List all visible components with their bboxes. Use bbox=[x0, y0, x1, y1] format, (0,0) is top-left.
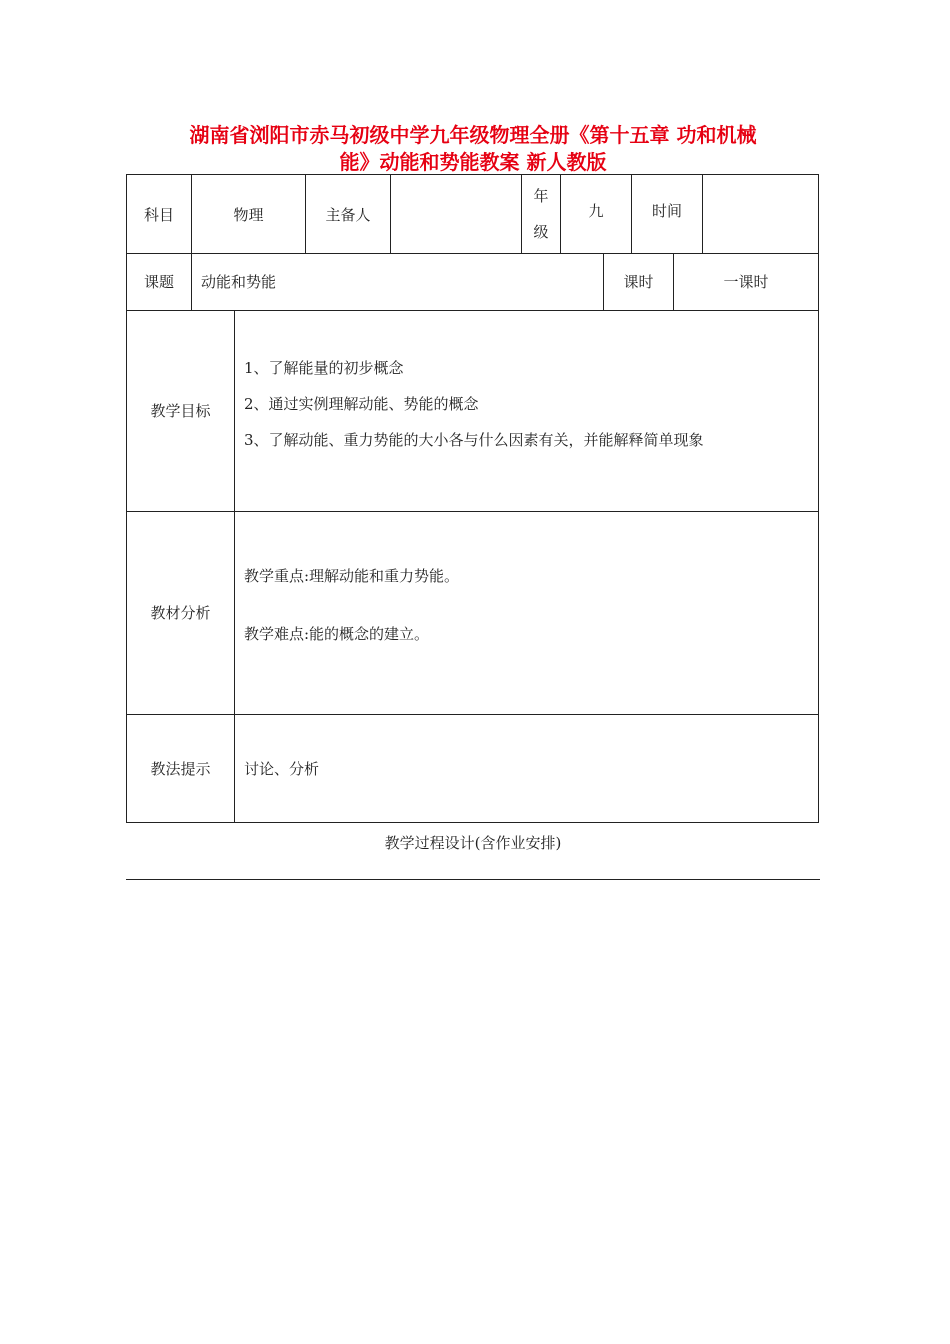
grade-label-bottom: 级 bbox=[533, 223, 549, 241]
goal-item-3: 3、了解动能、重力势能的大小各与什么因素有关，并能解释简单现象 bbox=[244, 431, 704, 449]
process-design-heading: 教学过程设计(含作业安排) bbox=[384, 834, 562, 852]
period-label: 课时 bbox=[604, 253, 674, 310]
goal-item-2: 2、通过实例理解动能、势能的概念 bbox=[244, 395, 479, 413]
goals-content bbox=[235, 310, 818, 511]
grade-value: 九 bbox=[561, 175, 632, 253]
grade-label bbox=[522, 175, 561, 253]
table-row-analysis bbox=[126, 511, 819, 715]
analysis-label: 教材分析 bbox=[127, 511, 235, 714]
key-point: 教学重点:理解动能和重力势能。 bbox=[244, 567, 460, 585]
document-title bbox=[126, 122, 820, 176]
table-row-method bbox=[126, 714, 819, 823]
subject-value: 物理 bbox=[192, 175, 306, 253]
title-line-2: 能》动能和势能教案 新人教版 bbox=[339, 150, 607, 174]
goal-item-1: 1、了解能量的初步概念 bbox=[244, 359, 404, 377]
topic-label: 课题 bbox=[127, 253, 192, 310]
table-row-topic bbox=[126, 253, 819, 311]
grade-label-top: 年 bbox=[533, 187, 549, 205]
title-line-1: 湖南省浏阳市赤马初级中学九年级物理全册《第十五章 功和机械 bbox=[189, 123, 757, 147]
topic-value: 动能和势能 bbox=[192, 253, 604, 310]
table-row-goals bbox=[126, 310, 819, 512]
goals-label: 教学目标 bbox=[127, 310, 235, 511]
preparer-value bbox=[391, 175, 522, 253]
time-label: 时间 bbox=[632, 175, 703, 253]
preparer-label: 主备人 bbox=[306, 175, 391, 253]
method-label: 教法提示 bbox=[127, 714, 235, 822]
period-value: 一课时 bbox=[723, 273, 769, 291]
table-row-header bbox=[126, 174, 819, 254]
analysis-content bbox=[235, 511, 818, 714]
method-value: 讨论、分析 bbox=[244, 759, 320, 778]
divider bbox=[126, 879, 820, 880]
time-value bbox=[703, 175, 818, 253]
subject-label: 科目 bbox=[127, 175, 192, 253]
difficulty: 教学难点:能的概念的建立。 bbox=[244, 625, 430, 643]
